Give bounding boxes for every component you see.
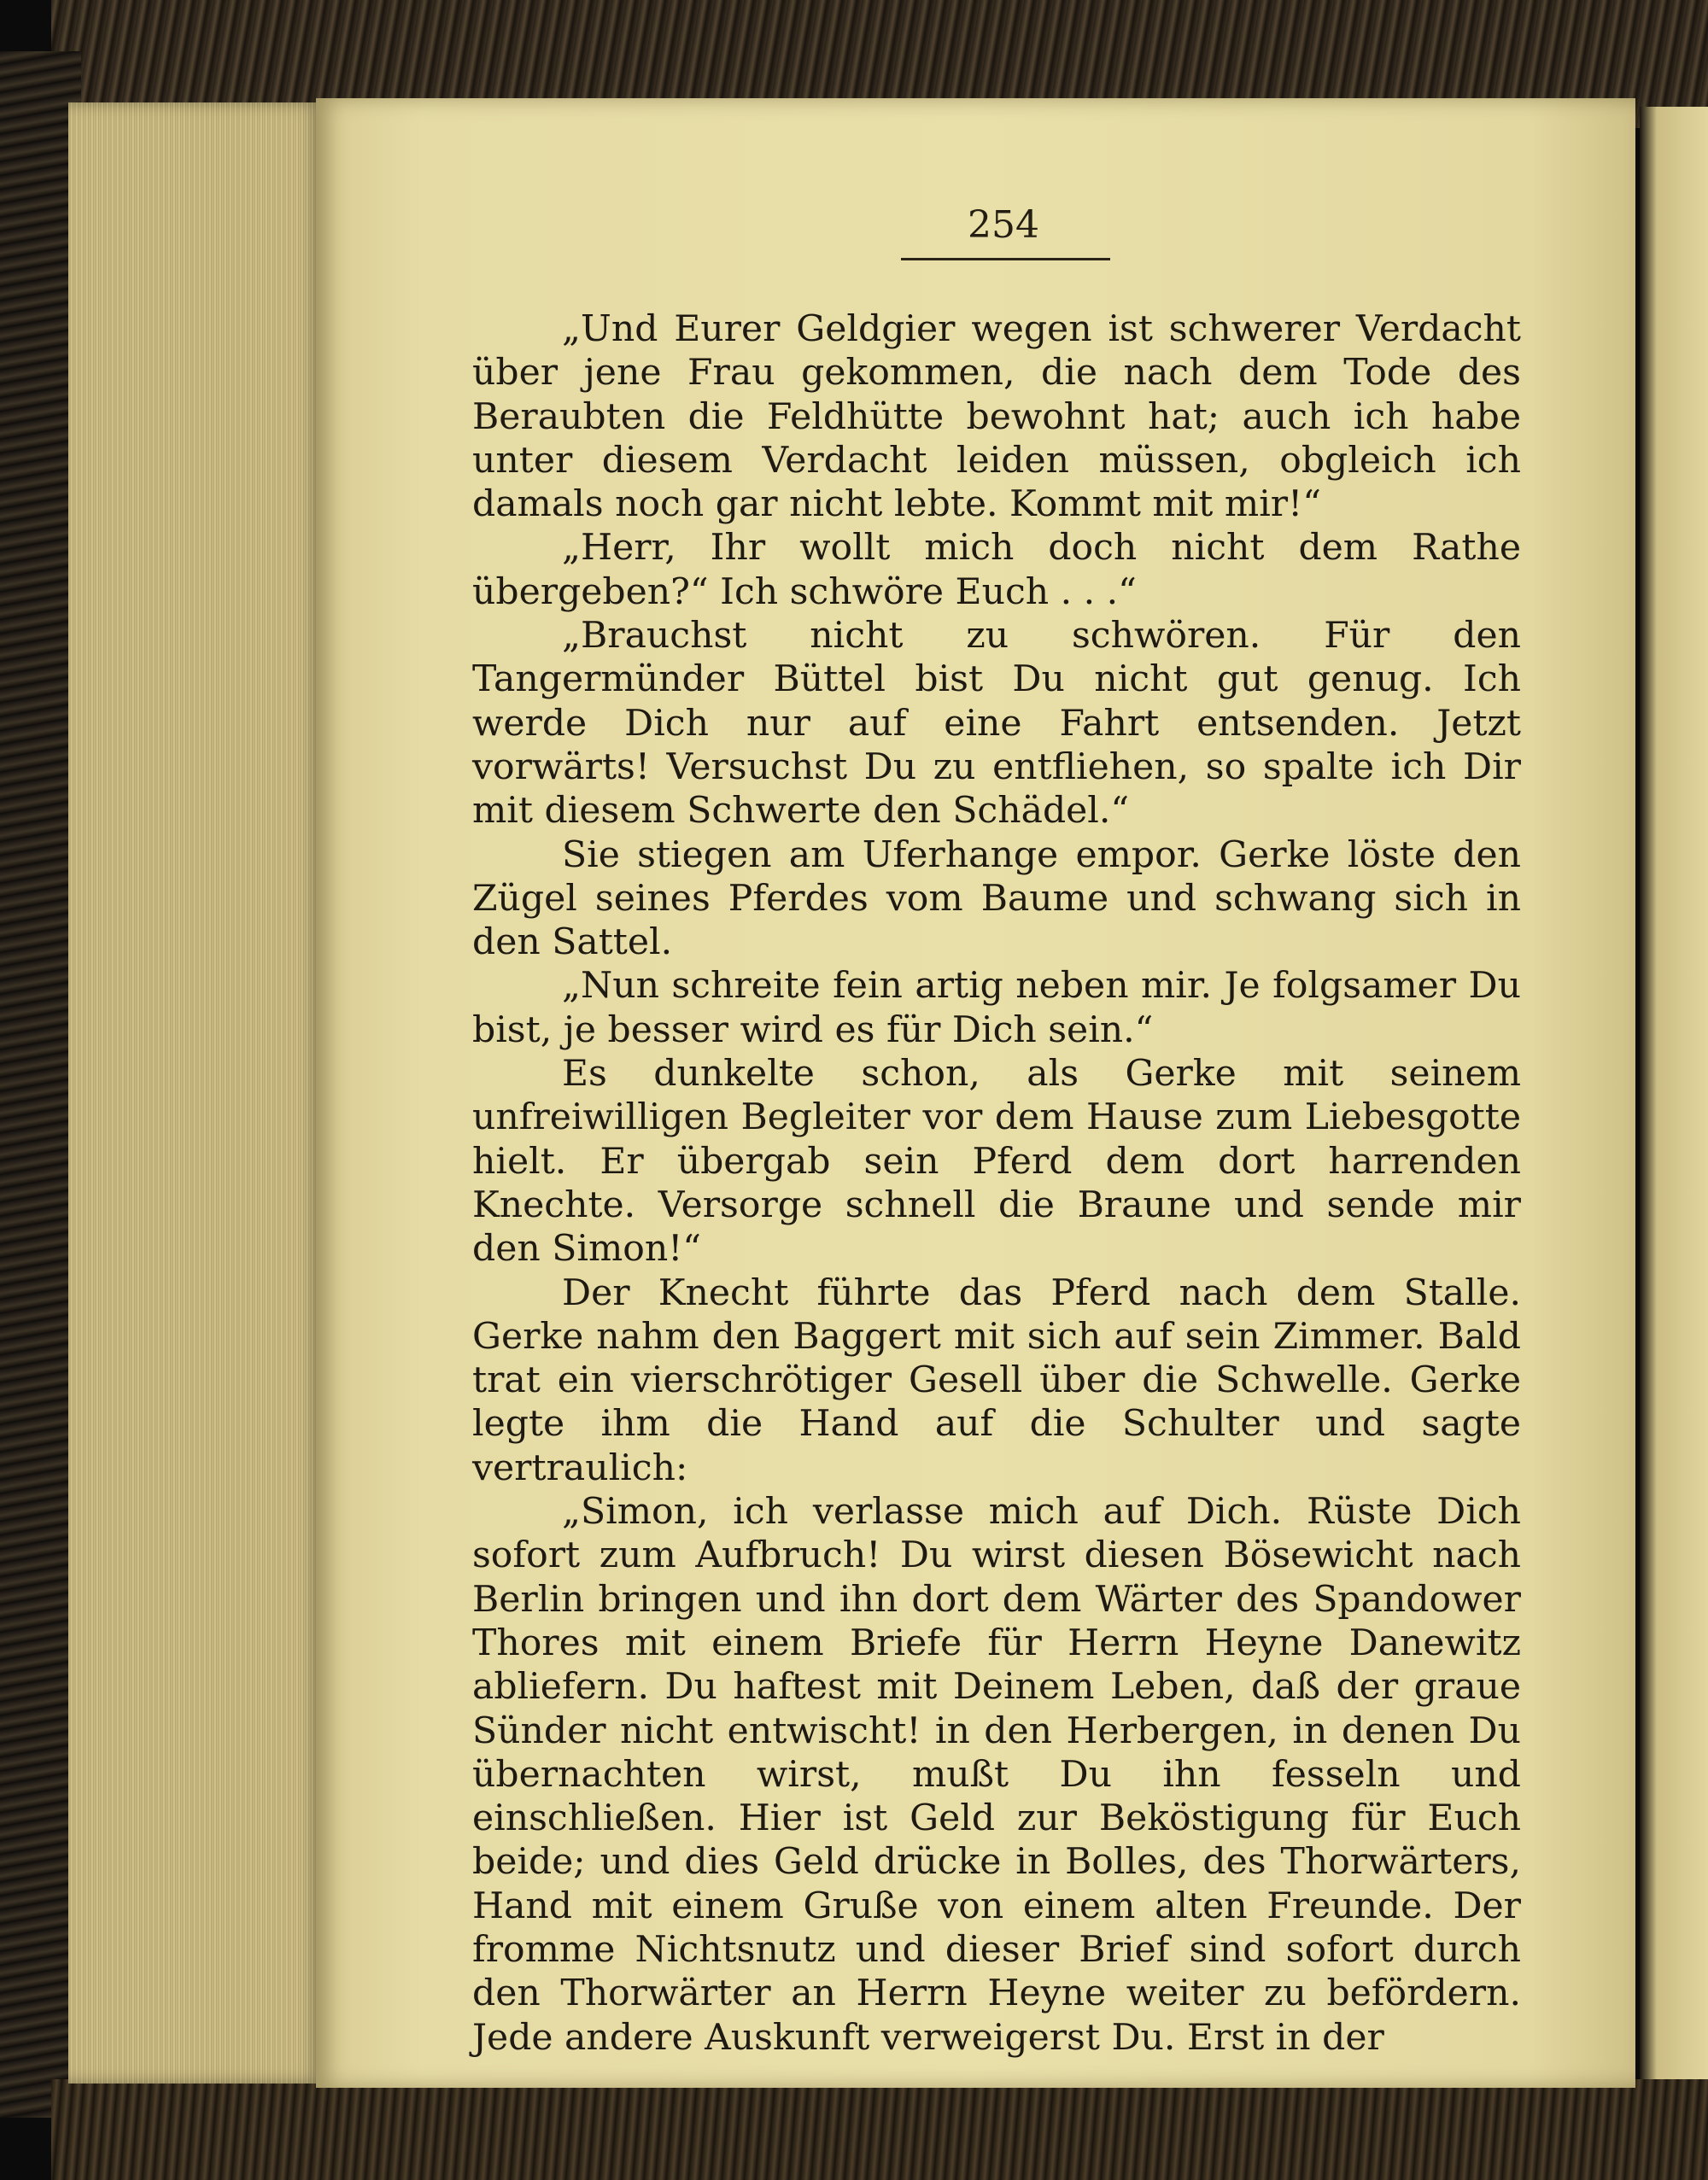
book-cover-bottom: [51, 2079, 1708, 2180]
paragraph: Der Knecht führte das Pferd nach dem Stalle. Gerke nahm den Baggert mit sich auf sein Zimmer. Bald trat ein vierschrötiger Gesell über die Schwelle. Gerke legte ihm die Hand auf die Schulter und sagte vertraulich:: [472, 1271, 1521, 1489]
page-stack-edges: [68, 102, 325, 2084]
paragraph: Es dunkelte schon, als Gerke mit seinem unfreiwilligen Begleiter vor dem Hause zum Liebesgotte hielt. Er übergab sein Pferd dem dort harrenden Knechte. Versorge schnell die Braune und sende mir den Simon!“: [472, 1053, 1521, 1271]
paragraph: Sie stiegen am Uferhange empor. Gerke löste den Zügel seines Pferdes vom Baume und schwang sich in den Sattel.: [472, 833, 1521, 964]
paragraph: „Und Eurer Geldgier wegen ist schwerer Verdacht über jene Frau gekommen, die nach dem Tode des Beraubten die Feldhütte bewohnt hat; auch ich habe unter diesem Verdacht leiden müssen, obgleich ich damals noch gar nicht lebte. Kommt mit mir!“: [472, 308, 1521, 526]
facing-page-edge: [1640, 107, 1708, 2079]
paragraph: „Simon, ich verlasse mich auf Dich. Rüste Dich sofort zum Aufbruch! Du wirst diesen Bösewicht nach Berlin bringen und ihn dort dem Wärter des Spandower Thores mit einem Briefe für Herrn Heyne Danewitz abliefern. Du haftest mit Deinem Leben, daß der graue Sünder nicht entwischt! in den Herbergen, in denen Du übernachten wirst, mußt Du ihn fesseln und einschließen. Hier ist Geld zur Beköstigung für Euch beide; und dies Geld drücke in Bolles, des Thorwärters, Hand mit einem Gruße von einem alten Freunde. Der fromme Nichtsnutz und dieser Brief sind sofort durch den Thorwärter an Herrn Heyne weiter zu befördern. Jede andere Auskunft verweigerst Du. Erst in der: [472, 1491, 1521, 2059]
paragraph: „Herr, Ihr wollt mich doch nicht dem Rathe übergeben?“ Ich schwöre Euch . . .“: [472, 527, 1521, 613]
page-number: 254: [968, 203, 1039, 247]
body-text: [472, 307, 1521, 2060]
header-rule: [901, 258, 1110, 260]
paragraph: „Brauchst nicht zu schwören. Für den Tangermünder Büttel bist Du nicht gut genug. Ich werde Dich nur auf eine Fahrt entsenden. Jetzt vorwärts! Versuchst Du zu entfliehen, so spalte ich Dir mit diesem Schwerte den Schädel.“: [472, 615, 1521, 833]
paragraph: „Nun schreite fein artig neben mir. Je folgsamer Du bist, je besser wird es für Dich sein.“: [472, 965, 1521, 1051]
